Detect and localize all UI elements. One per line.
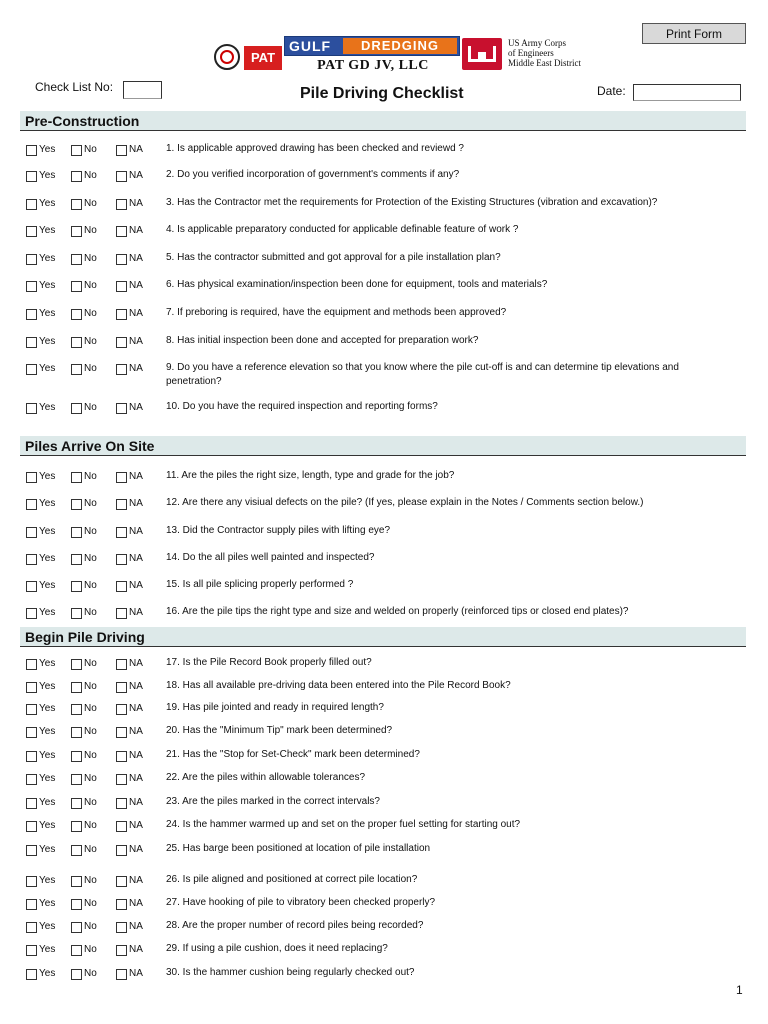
option-label: NA bbox=[129, 968, 143, 979]
checkbox-na[interactable] bbox=[116, 945, 127, 956]
option-label: Yes bbox=[39, 308, 56, 319]
checklist-row bbox=[0, 195, 768, 213]
checkbox-yes[interactable] bbox=[26, 821, 37, 832]
checkbox-yes[interactable] bbox=[26, 527, 37, 538]
checklist-row bbox=[0, 918, 768, 936]
option-label: NA bbox=[129, 336, 143, 347]
option-label: No bbox=[84, 336, 97, 347]
option-label: No bbox=[84, 253, 97, 264]
question-text: 9. Do you have a reference elevation so that you know where the pile cut-off is and can determine tip elevations and penetration? bbox=[166, 362, 679, 387]
option-label: Yes bbox=[39, 253, 56, 264]
question-text: 23. Are the piles marked in the correct intervals? bbox=[166, 796, 380, 807]
checkbox-no[interactable] bbox=[71, 309, 82, 320]
option-label: No bbox=[84, 198, 97, 209]
checklist-row bbox=[0, 523, 768, 541]
checklist-row bbox=[0, 895, 768, 913]
option-label: Yes bbox=[39, 773, 56, 784]
option-label: No bbox=[84, 280, 97, 291]
option-label: Yes bbox=[39, 198, 56, 209]
option-label: Yes bbox=[39, 875, 56, 886]
option-label: NA bbox=[129, 773, 143, 784]
checkbox-na[interactable] bbox=[116, 171, 127, 182]
option-label: Yes bbox=[39, 898, 56, 909]
option-label: Yes bbox=[39, 336, 56, 347]
option-label: No bbox=[84, 797, 97, 808]
option-label: NA bbox=[129, 921, 143, 932]
checkbox-na[interactable] bbox=[116, 145, 127, 156]
checkbox-no[interactable] bbox=[71, 751, 82, 762]
checkbox-yes[interactable] bbox=[26, 309, 37, 320]
checkbox-no[interactable] bbox=[71, 281, 82, 292]
option-label: Yes bbox=[39, 820, 56, 831]
checkbox-yes[interactable] bbox=[26, 281, 37, 292]
question-text: 17. Is the Pile Record Book properly filled out? bbox=[166, 657, 372, 668]
option-label: No bbox=[84, 363, 97, 374]
checklist-row bbox=[0, 872, 768, 890]
checklist-row bbox=[0, 495, 768, 513]
usace-castle-icon bbox=[462, 38, 502, 70]
option-label: NA bbox=[129, 498, 143, 509]
checklist-row bbox=[0, 167, 768, 185]
checkbox-no[interactable] bbox=[71, 554, 82, 565]
checkbox-na[interactable] bbox=[116, 499, 127, 510]
checkbox-na[interactable] bbox=[116, 281, 127, 292]
option-label: No bbox=[84, 471, 97, 482]
checkbox-no[interactable] bbox=[71, 969, 82, 980]
dredging-logo-text: DREDGING bbox=[343, 38, 457, 54]
question-text: 11. Are the piles the right size, length, type and grade for the job? bbox=[166, 470, 455, 481]
date-field[interactable] bbox=[633, 84, 741, 101]
checkbox-yes[interactable] bbox=[26, 364, 37, 375]
option-label: NA bbox=[129, 280, 143, 291]
option-label: Yes bbox=[39, 170, 56, 181]
checkbox-yes[interactable] bbox=[26, 226, 37, 237]
checkbox-na[interactable] bbox=[116, 254, 127, 265]
checkbox-yes[interactable] bbox=[26, 403, 37, 414]
usace-line: of Engineers bbox=[508, 48, 554, 58]
checkbox-no[interactable] bbox=[71, 704, 82, 715]
option-label: Yes bbox=[39, 703, 56, 714]
option-label: No bbox=[84, 703, 97, 714]
question-text: 6. Has physical examination/inspection been done for equipment, tools and materials? bbox=[166, 279, 548, 290]
option-label: NA bbox=[129, 844, 143, 855]
usace-text bbox=[508, 38, 581, 68]
question-text: 24. Is the hammer warmed up and set on the proper fuel setting for starting out? bbox=[166, 819, 521, 830]
checkbox-no[interactable] bbox=[71, 145, 82, 156]
question-text: 20. Has the "Minimum Tip" mark been determined? bbox=[166, 725, 393, 736]
option-label: NA bbox=[129, 471, 143, 482]
option-label: No bbox=[84, 921, 97, 932]
checkbox-na[interactable] bbox=[116, 798, 127, 809]
checkbox-na[interactable] bbox=[116, 364, 127, 375]
checklist-row bbox=[0, 360, 768, 387]
option-label: No bbox=[84, 553, 97, 564]
checkbox-na[interactable] bbox=[116, 899, 127, 910]
option-label: Yes bbox=[39, 968, 56, 979]
checkbox-no[interactable] bbox=[71, 727, 82, 738]
checkbox-yes[interactable] bbox=[26, 969, 37, 980]
checkbox-na[interactable] bbox=[116, 581, 127, 592]
checkbox-yes[interactable] bbox=[26, 682, 37, 693]
checkbox-yes[interactable] bbox=[26, 876, 37, 887]
option-label: NA bbox=[129, 402, 143, 413]
checkbox-yes[interactable] bbox=[26, 899, 37, 910]
option-label: No bbox=[84, 968, 97, 979]
checkbox-na[interactable] bbox=[116, 309, 127, 320]
question-text: 19. Has pile jointed and ready in required length? bbox=[166, 702, 384, 713]
option-label: Yes bbox=[39, 944, 56, 955]
gulf-dredging-logo bbox=[284, 36, 460, 56]
option-label: Yes bbox=[39, 471, 56, 482]
option-label: No bbox=[84, 170, 97, 181]
option-label: Yes bbox=[39, 750, 56, 761]
checklist-row bbox=[0, 655, 768, 673]
checkbox-yes[interactable] bbox=[26, 845, 37, 856]
option-label: NA bbox=[129, 797, 143, 808]
option-label: No bbox=[84, 750, 97, 761]
gulf-logo-text: GULF bbox=[289, 38, 332, 54]
option-label: NA bbox=[129, 944, 143, 955]
question-text: 30. Is the hammer cushion being regularly checked out? bbox=[166, 967, 415, 978]
usace-line: US Army Corps bbox=[508, 38, 567, 48]
option-label: Yes bbox=[39, 921, 56, 932]
checklist-row bbox=[0, 277, 768, 295]
option-label: NA bbox=[129, 253, 143, 264]
option-label: No bbox=[84, 726, 97, 737]
option-label: Yes bbox=[39, 402, 56, 413]
option-label: NA bbox=[129, 580, 143, 591]
option-label: NA bbox=[129, 607, 143, 618]
checkbox-na[interactable] bbox=[116, 527, 127, 538]
page-number: 1 bbox=[736, 983, 743, 997]
usace-line: Middle East District bbox=[508, 58, 581, 68]
option-label: No bbox=[84, 875, 97, 886]
checklist-row bbox=[0, 468, 768, 486]
checkbox-no[interactable] bbox=[71, 337, 82, 348]
checkbox-na[interactable] bbox=[116, 337, 127, 348]
checkbox-no[interactable] bbox=[71, 171, 82, 182]
checklist-row bbox=[0, 305, 768, 323]
checkbox-no[interactable] bbox=[71, 682, 82, 693]
checklist-row bbox=[0, 747, 768, 765]
checkbox-no[interactable] bbox=[71, 922, 82, 933]
option-label: NA bbox=[129, 875, 143, 886]
checkbox-na[interactable] bbox=[116, 554, 127, 565]
checkbox-no[interactable] bbox=[71, 581, 82, 592]
check-list-number-field[interactable] bbox=[123, 81, 162, 99]
checkbox-na[interactable] bbox=[116, 774, 127, 785]
page-title: Pile Driving Checklist bbox=[300, 85, 464, 102]
option-label: NA bbox=[129, 820, 143, 831]
option-label: No bbox=[84, 402, 97, 413]
question-text: 4. Is applicable preparatory conducted for applicable definable feature of work ? bbox=[166, 224, 519, 235]
option-label: Yes bbox=[39, 363, 56, 374]
option-label: NA bbox=[129, 363, 143, 374]
option-label: No bbox=[84, 308, 97, 319]
checkbox-no[interactable] bbox=[71, 608, 82, 619]
question-text: 21. Has the "Stop for Set-Check" mark been determined? bbox=[166, 749, 420, 760]
option-label: No bbox=[84, 681, 97, 692]
option-label: NA bbox=[129, 703, 143, 714]
option-label: NA bbox=[129, 726, 143, 737]
checklist-row bbox=[0, 333, 768, 351]
option-label: Yes bbox=[39, 797, 56, 808]
checkbox-na[interactable] bbox=[116, 682, 127, 693]
checkbox-no[interactable] bbox=[71, 199, 82, 210]
question-text: 18. Has all available pre-driving data been entered into the Pile Record Book? bbox=[166, 680, 511, 691]
checkbox-yes[interactable] bbox=[26, 659, 37, 670]
option-label: NA bbox=[129, 198, 143, 209]
checkbox-yes[interactable] bbox=[26, 581, 37, 592]
checkbox-na[interactable] bbox=[116, 751, 127, 762]
checkbox-yes[interactable] bbox=[26, 751, 37, 762]
checkbox-yes[interactable] bbox=[26, 774, 37, 785]
checklist-row bbox=[0, 941, 768, 959]
checkbox-na[interactable] bbox=[116, 704, 127, 715]
option-label: No bbox=[84, 580, 97, 591]
question-text: 15. Is all pile splicing properly performed ? bbox=[166, 579, 354, 590]
question-text: 16. Are the pile tips the right type and size and welded on properly (reinforced tips or closed end plates)? bbox=[166, 606, 629, 617]
checkbox-no[interactable] bbox=[71, 774, 82, 785]
checklist-row bbox=[0, 965, 768, 983]
option-label: No bbox=[84, 144, 97, 155]
option-label: Yes bbox=[39, 658, 56, 669]
checklist-row bbox=[0, 723, 768, 741]
checkbox-yes[interactable] bbox=[26, 798, 37, 809]
option-label: No bbox=[84, 498, 97, 509]
checklist-row bbox=[0, 141, 768, 159]
checkbox-yes[interactable] bbox=[26, 145, 37, 156]
checklist-row bbox=[0, 817, 768, 835]
section-header: Pre-Construction bbox=[20, 111, 746, 131]
checklist-row bbox=[0, 550, 768, 568]
checkbox-no[interactable] bbox=[71, 403, 82, 414]
question-text: 29. If using a pile cushion, does it need replacing? bbox=[166, 943, 388, 954]
checklist-row bbox=[0, 222, 768, 240]
option-label: NA bbox=[129, 526, 143, 537]
checkbox-na[interactable] bbox=[116, 876, 127, 887]
checklist-row bbox=[0, 577, 768, 595]
checkbox-no[interactable] bbox=[71, 226, 82, 237]
checkbox-no[interactable] bbox=[71, 254, 82, 265]
question-text: 10. Do you have the required inspection and reporting forms? bbox=[166, 401, 438, 412]
checkbox-yes[interactable] bbox=[26, 254, 37, 265]
checkbox-no[interactable] bbox=[71, 499, 82, 510]
option-label: Yes bbox=[39, 844, 56, 855]
question-text: 7. If preboring is required, have the equipment and methods been approved? bbox=[166, 307, 507, 318]
checkbox-na[interactable] bbox=[116, 969, 127, 980]
check-list-label: Check List No: bbox=[35, 80, 114, 94]
checklist-row bbox=[0, 770, 768, 788]
question-text: 13. Did the Contractor supply piles with lifting eye? bbox=[166, 525, 391, 536]
option-label: Yes bbox=[39, 225, 56, 236]
company-name: PAT GD JV, LLC bbox=[317, 58, 429, 73]
checkbox-yes[interactable] bbox=[26, 945, 37, 956]
option-label: Yes bbox=[39, 280, 56, 291]
checklist-row bbox=[0, 700, 768, 718]
option-label: Yes bbox=[39, 681, 56, 692]
option-label: Yes bbox=[39, 726, 56, 737]
option-label: No bbox=[84, 944, 97, 955]
option-label: Yes bbox=[39, 607, 56, 618]
checkbox-na[interactable] bbox=[116, 727, 127, 738]
option-label: No bbox=[84, 225, 97, 236]
checkbox-yes[interactable] bbox=[26, 554, 37, 565]
globe-icon bbox=[214, 44, 240, 70]
option-label: No bbox=[84, 773, 97, 784]
checklist-row bbox=[0, 794, 768, 812]
checkbox-na[interactable] bbox=[116, 845, 127, 856]
option-label: No bbox=[84, 526, 97, 537]
option-label: NA bbox=[129, 308, 143, 319]
checkbox-yes[interactable] bbox=[26, 727, 37, 738]
question-text: 12. Are there any visiual defects on the pile? (If yes, please explain in the Notes / Comments section below.) bbox=[166, 497, 644, 508]
option-label: Yes bbox=[39, 526, 56, 537]
question-text: 5. Has the contractor submitted and got approval for a pile installation plan? bbox=[166, 252, 501, 263]
option-label: NA bbox=[129, 170, 143, 181]
option-label: No bbox=[84, 820, 97, 831]
option-label: No bbox=[84, 844, 97, 855]
question-text: 26. Is pile aligned and positioned at correct pile location? bbox=[166, 874, 418, 885]
checkbox-yes[interactable] bbox=[26, 472, 37, 483]
section-header: Begin Pile Driving bbox=[20, 627, 746, 647]
checkbox-na[interactable] bbox=[116, 199, 127, 210]
question-text: 14. Do the all piles well painted and inspected? bbox=[166, 552, 375, 563]
option-label: Yes bbox=[39, 498, 56, 509]
checkbox-yes[interactable] bbox=[26, 337, 37, 348]
question-text: 2. Do you verified incorporation of government's comments if any? bbox=[166, 169, 460, 180]
date-label: Date: bbox=[597, 84, 626, 98]
question-text: 25. Has barge been positioned at location of pile installation bbox=[166, 843, 431, 854]
checkbox-na[interactable] bbox=[116, 922, 127, 933]
checkbox-na[interactable] bbox=[116, 821, 127, 832]
checkbox-no[interactable] bbox=[71, 527, 82, 538]
option-label: NA bbox=[129, 658, 143, 669]
checkbox-no[interactable] bbox=[71, 821, 82, 832]
checkbox-na[interactable] bbox=[116, 403, 127, 414]
option-label: No bbox=[84, 658, 97, 669]
question-text: 28. Are the proper number of record piles being recorded? bbox=[166, 920, 424, 931]
checkbox-na[interactable] bbox=[116, 472, 127, 483]
header-logos bbox=[212, 36, 594, 78]
checklist-row bbox=[0, 678, 768, 696]
checkbox-yes[interactable] bbox=[26, 608, 37, 619]
checkbox-yes[interactable] bbox=[26, 499, 37, 510]
pat-logo bbox=[212, 40, 282, 76]
question-text: 8. Has initial inspection been done and accepted for preparation work? bbox=[166, 335, 479, 346]
option-label: NA bbox=[129, 898, 143, 909]
checkbox-no[interactable] bbox=[71, 945, 82, 956]
checklist-row bbox=[0, 604, 768, 622]
option-label: No bbox=[84, 607, 97, 618]
checkbox-na[interactable] bbox=[116, 226, 127, 237]
checkbox-no[interactable] bbox=[71, 876, 82, 887]
question-text: 27. Have hooking of pile to vibratory been checked properly? bbox=[166, 897, 436, 908]
checkbox-no[interactable] bbox=[71, 798, 82, 809]
checklist-row bbox=[0, 250, 768, 268]
checklist-row bbox=[0, 399, 768, 417]
question-text: 1. Is applicable approved drawing has been checked and reviewd ? bbox=[166, 143, 464, 154]
checkbox-no[interactable] bbox=[71, 364, 82, 375]
option-label: Yes bbox=[39, 580, 56, 591]
option-label: NA bbox=[129, 144, 143, 155]
question-text: 22. Are the piles within allowable tolerances? bbox=[166, 772, 366, 783]
checkbox-yes[interactable] bbox=[26, 704, 37, 715]
section-header: Piles Arrive On Site bbox=[20, 436, 746, 456]
checkbox-na[interactable] bbox=[116, 608, 127, 619]
question-text: 3. Has the Contractor met the requirements for Protection of the Existing Structures (vibration and excavation)? bbox=[166, 197, 658, 208]
print-form-button[interactable]: Print Form bbox=[642, 23, 746, 44]
option-label: NA bbox=[129, 225, 143, 236]
checkbox-no[interactable] bbox=[71, 845, 82, 856]
checkbox-no[interactable] bbox=[71, 899, 82, 910]
option-label: Yes bbox=[39, 553, 56, 564]
option-label: NA bbox=[129, 750, 143, 761]
checkbox-no[interactable] bbox=[71, 472, 82, 483]
checklist-row bbox=[0, 841, 768, 859]
pat-logo-text: PAT bbox=[244, 46, 282, 70]
option-label: No bbox=[84, 898, 97, 909]
checkbox-yes[interactable] bbox=[26, 922, 37, 933]
checkbox-yes[interactable] bbox=[26, 171, 37, 182]
option-label: NA bbox=[129, 681, 143, 692]
checkbox-no[interactable] bbox=[71, 659, 82, 670]
option-label: NA bbox=[129, 553, 143, 564]
checkbox-na[interactable] bbox=[116, 659, 127, 670]
option-label: Yes bbox=[39, 144, 56, 155]
checkbox-yes[interactable] bbox=[26, 199, 37, 210]
